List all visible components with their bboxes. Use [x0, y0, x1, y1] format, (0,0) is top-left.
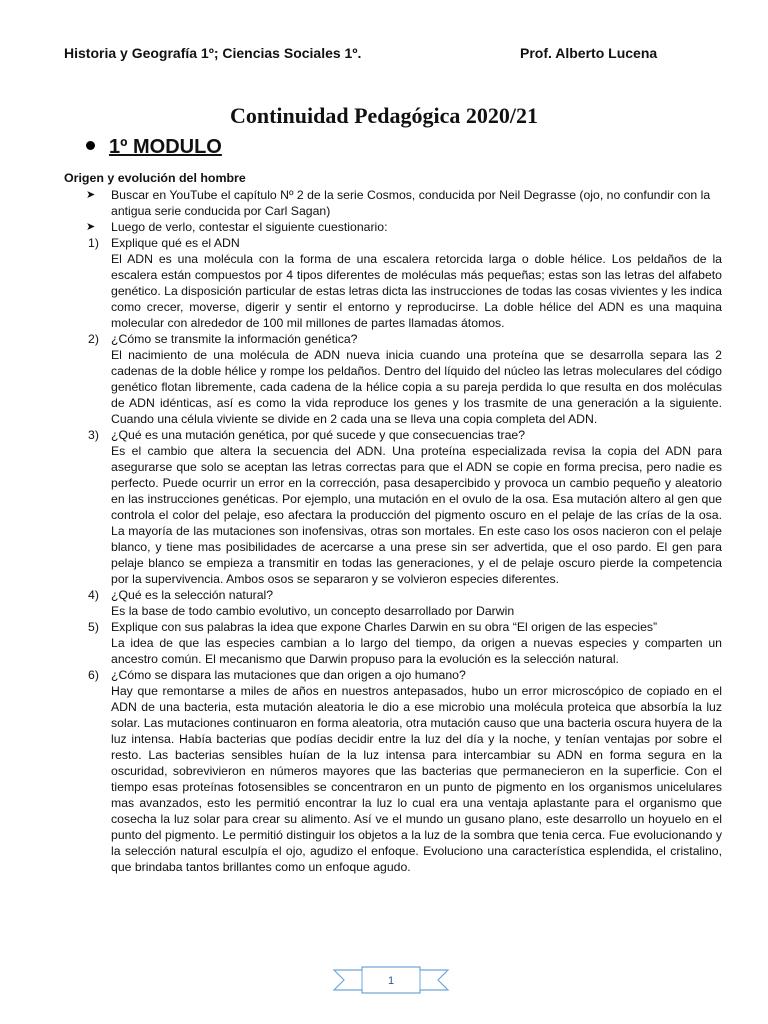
module-label: 1º MODULO — [109, 136, 222, 158]
question-number: 2) — [88, 332, 99, 346]
question-item — [64, 619, 722, 667]
question-text: ¿Cómo se dispara las mutaciones que dan origen a ojo humano? — [111, 668, 466, 682]
page-number-footer — [332, 965, 450, 995]
page-number: 1 — [387, 975, 395, 987]
module-heading — [86, 136, 222, 159]
question-text: ¿Qué es la selección natural? — [111, 588, 274, 602]
question-number: 1) — [88, 236, 99, 250]
question-text: Explique con sus palabras la idea que expone Charles Darwin en su obra “El origen de las especies” — [111, 620, 658, 634]
instruction-item — [64, 219, 722, 235]
instruction-item — [64, 187, 722, 219]
instruction-text: Luego de verlo, contestar el siguiente cuestionario: — [111, 220, 388, 234]
question-text: Explique qué es el ADN — [111, 236, 240, 250]
arrow-bullet-icon: ➤ — [86, 189, 96, 201]
question-number: 4) — [88, 588, 99, 602]
question-text: ¿Cómo se transmite la información genética? — [111, 332, 358, 346]
page-header — [64, 45, 674, 65]
bullet-dot-icon — [86, 141, 95, 150]
question-number: 3) — [88, 428, 99, 442]
course-label: Historia y Geografía 1º; Ciencias Sociales 1º. — [64, 45, 362, 61]
arrow-bullet-icon: ➤ — [86, 221, 96, 233]
question-item — [64, 235, 722, 331]
question-item — [64, 331, 722, 427]
question-item — [64, 667, 722, 875]
document-body — [64, 187, 722, 875]
question-item — [64, 587, 722, 619]
ribbon-banner-icon — [332, 965, 450, 995]
question-text: ¿Qué es una mutación genética, por qué sucede y que consecuencias trae? — [111, 428, 526, 442]
instruction-text: Buscar en YouTube el capítulo Nº 2 de la serie Cosmos, conducida por Neil Degrasse (ojo, no confundir con la antigua serie conducida por Carl Sagan) — [111, 188, 711, 218]
answer-text: El ADN es una molécula con la forma de una escalera retorcida larga o doble hélice. Los peldaños de la escalera están compuestos por 4 tipos diferentes de moléculas más pequeñas; estas son las letras del alfabeto genético. La disposición particular de estas letras dicta las instrucciones de todas las cosas vivientes y les indica como crecer, moverse, digerir y sentir el entorno y reproducirse. La doble hélice del ADN es una maquina molecular con alrededor de 100 mil millones de partes llamadas átomos. — [111, 252, 722, 330]
teacher-label: Prof. Alberto Lucena — [520, 45, 658, 61]
question-item — [64, 427, 722, 587]
section-subheading: Origen y evolución del hombre — [64, 171, 246, 185]
answer-text: La idea de que las especies cambian a lo largo del tiempo, da origen a nuevas especies y comparten un ancestro común. El mecanismo que Darwin propuso para la evolución es la selección natural. — [111, 636, 722, 666]
answer-text: El nacimiento de una molécula de ADN nueva inicia cuando una proteína que se desarrolla separa las 2 cadenas de la doble hélice y rompe los peldaños. Dentro del líquido del núcleo las letras moleculares del código genético flotan libremente, cada cadena de la hélice copia a su pareja perdida lo que resulta en dos moléculas de ADN idénticas, así es como la vida reproduce los genes y los trasmite de una generación a la siguiente. Cuando una célula viviente se divide en 2 cada una se lleva una copia completa del ADN. — [111, 348, 722, 426]
question-number: 5) — [88, 620, 99, 634]
answer-text: Es el cambio que altera la secuencia del ADN. Una proteína especializada revisa la copia del ADN para asegurarse que solo se aceptan las letras correctas para que el ADN se copie en forma precisa, pero nadie es perfecto. Puede ocurrir un error en la corrección, pasa desapercibido y provoca un cambio pequeño y aleatorio en las instrucciones genéticas. Por ejemplo, una mutación en el ovulo de la osa. Esa mutación altero al gen que controla el color del pelaje, eso afectara la producción del pigmento oscuro en el pelaje de las crías de la osa. La mayoría de las mutaciones son inofensivas, otras son mortales. En este caso los osos nacieron con el pelaje blanco, y tiene mas posibilidades de acercarse a una prese sin ser advertida, que el oso pardo. El gen para pelaje blanco se empieza a transmitir en todas las generaciones, y el de pelaje oscuro pierde la competencia por la supervivencia. Ambos osos se separaron y se volvieron especies diferentes. — [111, 444, 722, 586]
document-title: Continuidad Pedagógica 2020/21 — [229, 103, 539, 128]
answer-text: Es la base de todo cambio evolutivo, un concepto desarrollado por Darwin — [111, 604, 515, 618]
answer-text: Hay que remontarse a miles de años en nuestros antepasados, hubo un error microscópico de copiado en el ADN de una bacteria, esta mutación aleatoria le dio a ese microbio una molécula proteica que absorbía la luz solar. Las mutaciones continuaron en forma aleatoria, otra mutación causo que una bacteria oscura huyera de la luz intensa. Había bacterias que podías decidir entre la luz del día y la noche, y tenían ventajas por sobre el resto. Las bacterias sensibles huían de la luz intensa para intercambiar su ADN en forma segura en la oscuridad, sobrevivieron en números mayores que las bacterias que permanecieron en la superficie. Con el tiempo esas proteínas fotosensibles se concentraron en un punto de pigmento en los organismos unicelulares mas avanzados, esto les permitió encontrar la luz lo cual era una ventaja aplastante para el organismo que cosecha la luz solar para crear su alimento. Así ve el mundo un gusano plano, este desarrollo un hoyuelo en el punto del pigmento. Le permitió distinguir los objetos a la luz de la sombra que tenia cerca. Fue evolucionando y la selección natural esculpía el ojo, agudizo el enfoque. Evoluciono una característica esplendida, el cristalino, que brindaba tantos brillantes como un enfoque agudo. — [111, 684, 722, 874]
question-number: 6) — [88, 668, 99, 682]
